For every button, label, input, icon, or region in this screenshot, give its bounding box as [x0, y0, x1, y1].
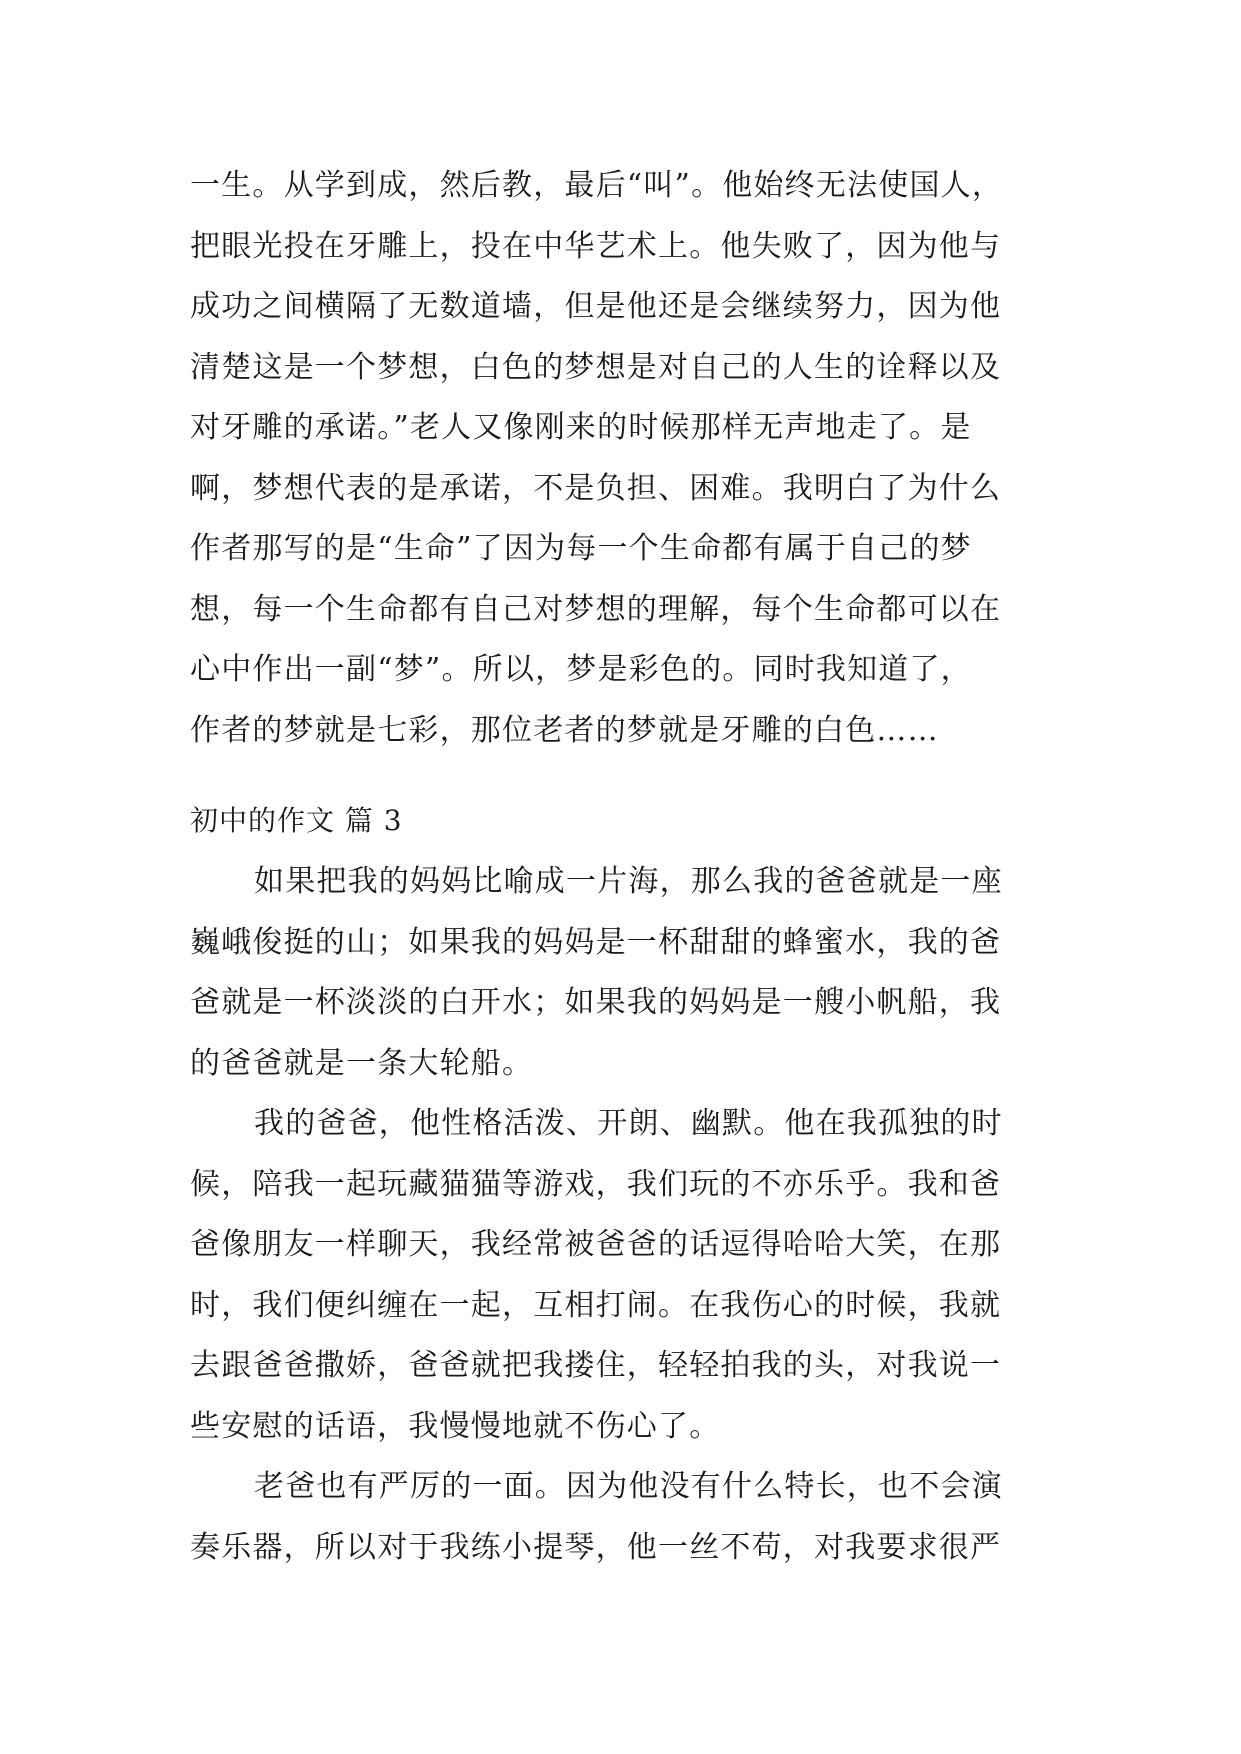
- text-line: 如果把我的妈妈比喻成一片海，那么我的爸爸就是一座: [254, 864, 1003, 899]
- text-line: 对牙雕的承诺。”老人又像刚来的时候那样无声地走了。是: [190, 410, 972, 445]
- text-line: 作者那写的是“生命”了因为每一个生命都有属于自己的梦: [190, 531, 972, 566]
- text-line: 想，每一个生命都有自己对梦想的理解，每个生命都可以在: [190, 591, 1002, 627]
- text-line: 啊，梦想代表的是承诺，不是负担、困难。我明白了为什么: [190, 470, 1002, 506]
- essay-body: [190, 852, 1070, 1578]
- text-line: 些安慰的话语，我慢慢地就不伤心了。: [190, 1408, 721, 1444]
- text-line: 我的爸爸，他性格活泼、开朗、幽默。他在我孤独的时: [254, 1106, 1003, 1141]
- paragraph: [190, 1094, 1070, 1457]
- text-line: 候，陪我一起玩藏猫猫等游戏，我们玩的不亦乐乎。我和爸: [190, 1166, 1002, 1202]
- text-line: 作者的梦就是七彩，那位老者的梦就是牙雕的白色……: [190, 712, 939, 748]
- text-line: 清楚这是一个梦想，白色的梦想是对自己的人生的诠释以及: [190, 349, 1002, 385]
- paragraph: [190, 1457, 1070, 1578]
- essay-heading: 初中的作文 篇 3: [190, 804, 403, 837]
- text-line: 心中作出一副“梦”。所以，梦是彩色的。同时我知道了，: [190, 652, 972, 687]
- text-line: 老爸也有严厉的一面。因为他没有什么特长，也不会演: [254, 1469, 1003, 1504]
- text-line: 爸就是一杯淡淡的白开水；如果我的妈妈是一艘小帆船，我: [190, 985, 1002, 1020]
- text-line: 时，我们便纠缠在一起，互相打闹。在我伤心的时候，我就: [190, 1287, 1002, 1323]
- paragraph: [190, 852, 1070, 1094]
- text-line: 奏乐器，所以对于我练小提琴，他一丝不苟，对我要求很严: [190, 1529, 1002, 1565]
- text-line: 的爸爸就是一条大轮船。: [190, 1045, 534, 1081]
- text-line: 去跟爸爸撒娇，爸爸就把我搂住，轻轻拍我的头，对我说一: [190, 1348, 1002, 1383]
- text-line: 巍峨俊挺的山；如果我的妈妈是一杯甜甜的蜂蜜水，我的爸: [190, 924, 1002, 960]
- continuation-paragraph: [190, 156, 1070, 761]
- text-line: 爸像朋友一样聊天，我经常被爸爸的话逗得哈哈大笑，在那: [190, 1227, 1002, 1262]
- text-line: 一生。从学到成，然后教，最后“叫”。他始终无法使国人，: [190, 168, 1004, 203]
- text-line: 成功之间横隔了无数道墙，但是他还是会继续努力，因为他: [190, 289, 1002, 324]
- text-line: 把眼光投在牙雕上，投在中华艺术上。他失败了，因为他与: [190, 228, 1002, 264]
